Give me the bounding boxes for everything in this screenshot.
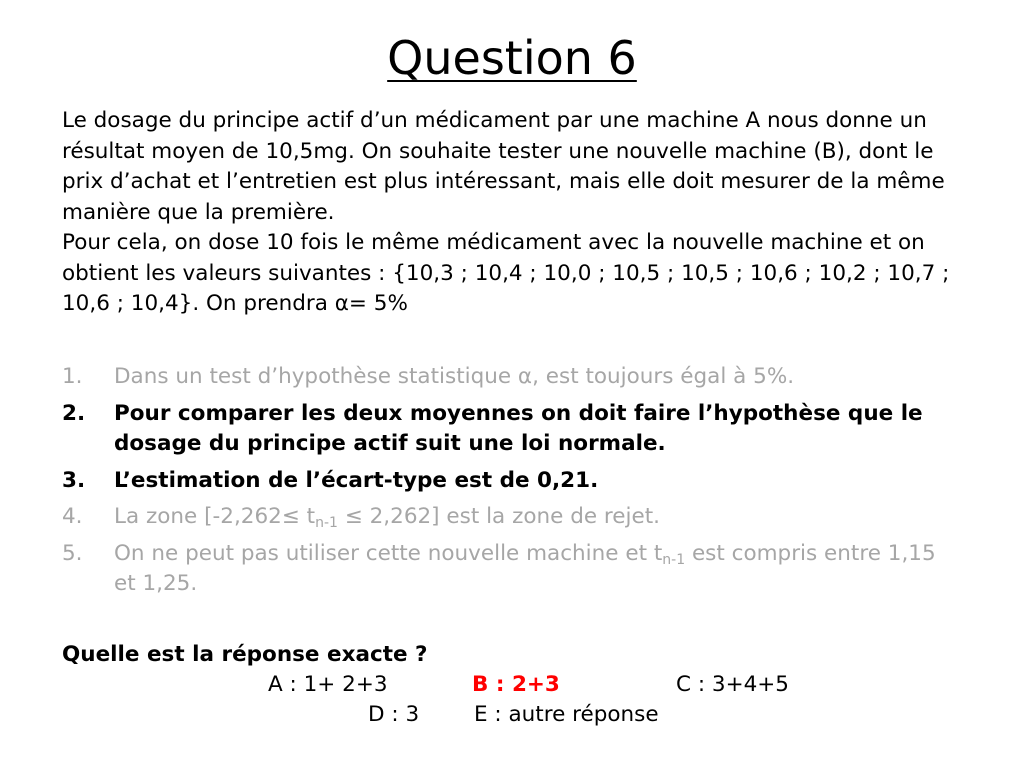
answer-b-correct: B : 2+3 [472,672,560,697]
list-item-number: 2. [62,400,86,426]
list-item-text: Dans un test d’hypothèse statistique α, est toujours égal à 5%. [114,364,795,389]
list-item-subscript: n-1 [662,551,686,568]
list-item-text-end: ≤ 2,262] est la zone de rejet. [337,504,660,529]
page-title-text: Question 6 [387,31,637,85]
list-item-5 [62,539,962,600]
intro-paragraph-2: Pour cela, on dose 10 fois le même médicament avec la nouvelle machine et on obtient les valeurs suivantes : {10,3 ; 10,4 ; 10,0 ; 10,5 ; 10,5 ; 10,6 ; 10,2 ; 10,7 ; 10,6 ; 10,4}. On prendra α= 5% [62,230,950,316]
question-prompt: Quelle est la réponse exacte ? [62,642,428,667]
list-item-text-start: La zone [-2,262≤ t [114,504,316,529]
list-item-2 [62,399,962,460]
list-item-number: 1. [62,364,83,389]
answer-c: C : 3+4+5 [676,672,789,697]
statement-list [62,362,962,606]
problem-statement [62,106,962,320]
list-item-subscript: n-1 [315,515,338,531]
list-item-text-start: On ne peut pas utiliser cette nouvelle machine et t [114,540,663,566]
intro-paragraph-1: Le dosage du principe actif d’un médicament par une machine A nous donne un résultat moyen de 10,5mg. On souhaite tester une nouvelle machine (B), dont le prix d’achat et l’entretien est plus intéressant, mais elle doit mesurer de la même manière que la première. [62,108,945,225]
page-title [0,28,1024,88]
list-item-number: 3. [62,467,86,493]
list-item-4 [62,502,962,533]
list-item-text-end: est compris entre 1,15 et 1,25. [114,540,936,596]
list-item-3 [62,466,962,497]
list-item-text: Pour comparer les deux moyennes on doit faire l’hypothèse que le dosage du principe actif suit une loi normale. [114,400,923,456]
list-item-text: L’estimation de l’écart-type est de 0,21. [114,467,599,493]
answer-a: A : 1+ 2+3 [268,672,388,697]
list-item-number: 5. [62,540,83,566]
answer-d: D : 3 [368,702,420,727]
list-item-1 [62,362,962,393]
list-item-number: 4. [62,504,83,529]
answer-e: E : autre réponse [474,702,659,727]
